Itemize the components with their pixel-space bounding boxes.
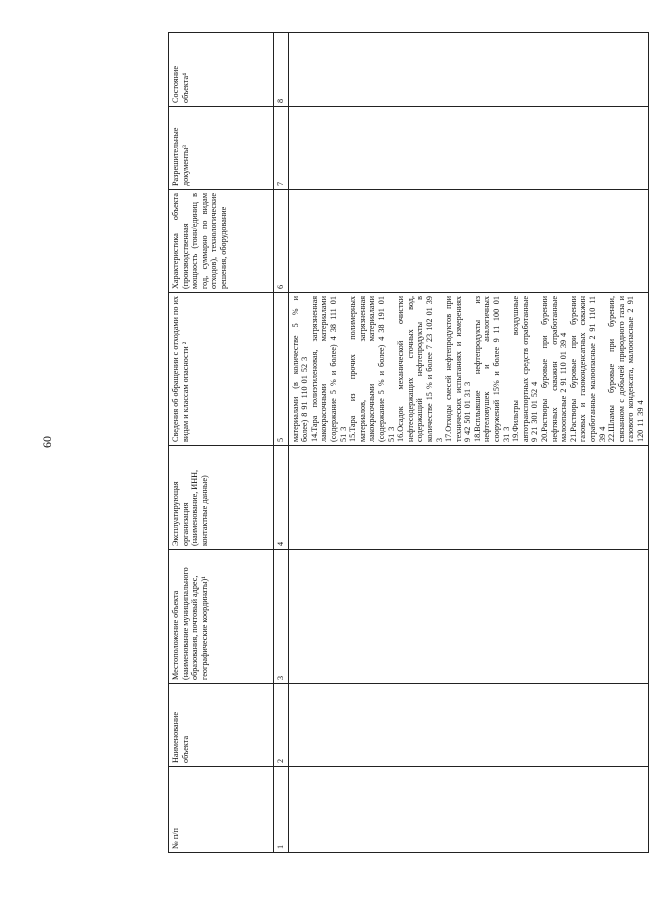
waste-entry: 17.Отходы смесей нефтепродуктов при технических испытаниях и измерениях 9 42 501 01 31 3 [444, 296, 473, 442]
column-number: 5 [274, 293, 289, 446]
column-number: 1 [274, 767, 289, 853]
waste-entry: 15.Тара из прочих полимерных материалов, загрязненная лакокрасочными материалами (содержание 5 % и более) 4 38 191 01 51 3 [348, 296, 396, 442]
waste-entry: 20.Растворы буровые при бурении нефтяных скважин отработанные малоопасные 2 91 110 01 39 4 [540, 296, 569, 442]
waste-entry: 22.Шламы буровые при бурении, связанном с добычей природного газа и газового конденсата, малоопасные 2 91 120 11 39 4 [607, 296, 645, 442]
header-operator: Эксплуатирующая организация (наименование, ИНН, контактные данные) [169, 446, 274, 550]
cell-permits [288, 107, 648, 190]
column-number: 8 [274, 33, 289, 107]
rotated-table-wrapper [168, 33, 645, 853]
column-number: 4 [274, 446, 289, 550]
cell-waste-info [288, 293, 648, 446]
waste-entry: 16.Осадок механической очистки нефтесодержащих сточных вод, содержащий нефтепродукты в количестве 15 % и более 7 23 102 01 39 3 [396, 296, 444, 442]
header-permits: Разрешительные документы³ [169, 107, 274, 190]
column-number: 6 [274, 190, 289, 293]
cell-status [288, 33, 648, 107]
page-number: 60 [40, 436, 54, 448]
header-status: Состояние объекта⁴ [169, 33, 274, 107]
column-number: 3 [274, 550, 289, 684]
cell-characteristics [288, 190, 648, 293]
waste-entry: 19.Фильтры воздушные автотранспортных средств отработанные 9 21 301 01 52 4 [511, 296, 540, 442]
header-location: Местоположение объекта (наименование муниципального образования, почтовый адрес, географические координаты)¹ [169, 550, 274, 684]
waste-entry: 21.Растворы буровые при бурении газовых и газоконденсатных скважин отработанные малоопасные 2 91 110 11 39 4 [568, 296, 607, 442]
table-row [288, 33, 648, 853]
table-header-row [169, 33, 274, 853]
cell-number [288, 767, 648, 853]
waste-entry: 14.Тара полиэтиленовая, загрязненная лакокрасочными материалами (содержание 5 % и более) 4 38 111 01 51 3 [309, 296, 348, 442]
header-object-name: Наименование объекта [169, 684, 274, 767]
header-number: № п/п [169, 767, 274, 853]
cell-operator [288, 446, 648, 550]
registry-table [168, 32, 649, 853]
header-characteristics: Характеристика объекта (производственная мощность (тонн/единиц в год, суммарно по видам отходов), технологические решения, оборудование [169, 190, 274, 293]
column-number: 7 [274, 107, 289, 190]
cell-object-name [288, 684, 648, 767]
waste-entry: материалами (в количестве 5 % и более) 8 91 110 01 52 3 [290, 296, 310, 442]
header-waste-info: Сведения об обращении с отходами по их видам и классам опасности ² [169, 293, 274, 446]
waste-entry: 18.Всплывшие нефтепродукты из нефтеловушек и аналогичных сооружений 15% и более 9 11 100 01 31 3 [472, 296, 511, 442]
column-number-row [274, 33, 289, 853]
column-number: 2 [274, 684, 289, 767]
cell-location [288, 550, 648, 684]
